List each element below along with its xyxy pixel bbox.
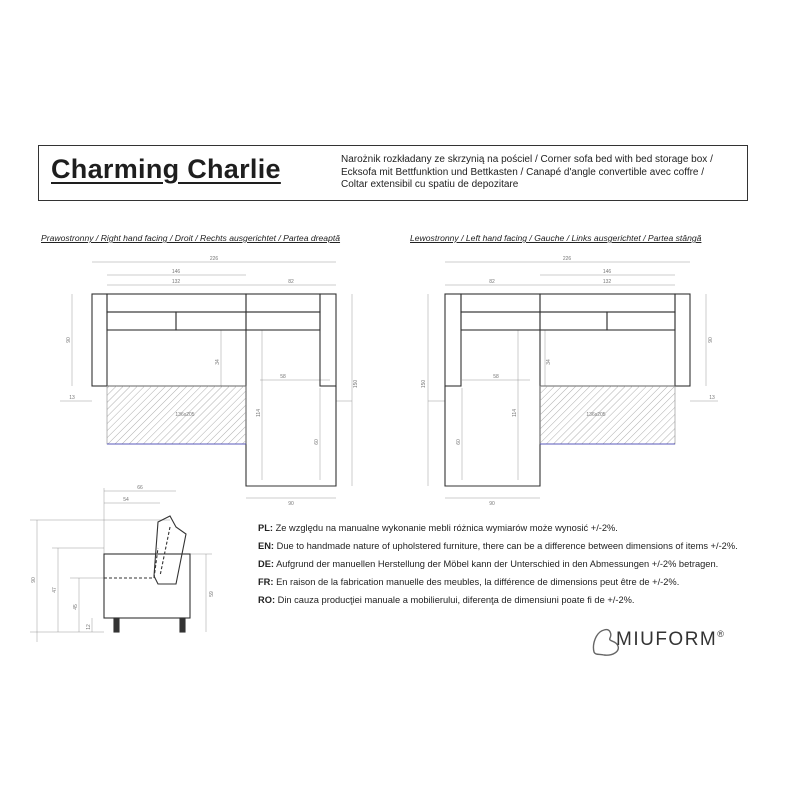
dim-chaise-seat-depth: 60 <box>314 439 320 445</box>
dim-arm-offset: 13 <box>69 395 75 401</box>
dim-chaise-width: 82 <box>489 279 495 285</box>
dim-inner-width: 132 <box>602 279 612 285</box>
bed-size-label: 136x205 <box>175 412 195 418</box>
plan-left-facing <box>428 262 718 498</box>
dim-depth: 90 <box>66 337 72 343</box>
dim-inner-depth: 34 <box>546 359 552 365</box>
dim-total-width: 226 <box>562 256 572 262</box>
dim-inner-depth: 34 <box>215 359 221 365</box>
brand-logo <box>590 622 770 662</box>
dim-sleep-depth: 114 <box>512 409 518 417</box>
dim-inner-width: 132 <box>171 279 181 285</box>
description-line: Coltar extensibil cu spatiu de depozitare <box>341 179 519 190</box>
note-pl: PL: Ze względu na manualne wykonanie mebli różnica wymiarów może wynosić +/-2%. <box>258 523 618 533</box>
dim-seat-depth: 58 <box>280 374 286 380</box>
dim-side-depth: 66 <box>137 485 143 491</box>
dim-chaise-inner-width: 90 <box>489 501 495 507</box>
note-fr: FR: En raison de la fabrication manuelle des meubles, la différence de dimensions peut être de +/-2%. <box>258 577 680 587</box>
dim-side-frame-height: 45 <box>73 604 79 610</box>
dim-side-height: 90 <box>31 577 37 583</box>
dim-total-depth: 150 <box>353 379 359 389</box>
product-title: Charming Charlie <box>51 154 281 184</box>
dim-seat-depth: 58 <box>493 374 499 380</box>
dim-seat-width: 146 <box>171 269 181 275</box>
dim-side-leg-height: 12 <box>86 624 92 630</box>
dim-chaise-width: 82 <box>288 279 294 285</box>
note-ro: RO: Din cauza producţiei manuale a mobilierului, diferenţa de dimensiuni poate fi de +/-2%. <box>258 595 635 605</box>
caption-left-facing: Lewostronny / Left hand facing / Gauche / Links ausgerichtet / Partea stângă <box>410 233 702 243</box>
plan-right-facing <box>60 262 352 498</box>
note-en: EN: Due to handmade nature of upholstered furniture, there can be a difference between dimensions of items +/-2%. <box>258 541 738 551</box>
tolerance-notes <box>258 522 778 612</box>
dim-depth: 90 <box>708 337 714 343</box>
dim-total-width: 226 <box>209 256 219 262</box>
dim-side-seat-height: 47 <box>52 587 58 593</box>
brand-name: MIUFORM® <box>616 629 726 650</box>
side-view-dimension-labels <box>31 485 215 630</box>
dim-chaise-seat-depth: 60 <box>456 439 462 445</box>
description-line: Narożnik rozkładany ze skrzynią na pościel / Corner sofa bed with bed storage box / <box>341 154 713 165</box>
side-view-drawing <box>30 488 212 642</box>
dim-side-seat-depth: 54 <box>123 497 129 503</box>
bed-size-label: 136x205 <box>586 412 606 418</box>
dim-seat-width: 146 <box>602 269 612 275</box>
dim-side-arm-height: 59 <box>209 591 215 597</box>
note-de: DE: Aufgrund der manuellen Herstellung der Möbel kann der Unterschied in den Abmessungen +/-2% betragen. <box>258 559 719 569</box>
dim-arm-offset: 13 <box>709 395 715 401</box>
dim-total-depth: 150 <box>421 379 427 389</box>
description-line: Ecksofa mit Bettfunktion und Bettkasten / Canapé d'angle convertible avec coffre / <box>341 166 705 178</box>
caption-right-facing: Prawostronny / Right hand facing / Droit / Rechts ausgerichtet / Partea dreaptă <box>41 233 341 243</box>
dim-chaise-inner-width: 90 <box>288 501 294 507</box>
dim-sleep-depth: 114 <box>256 409 262 417</box>
